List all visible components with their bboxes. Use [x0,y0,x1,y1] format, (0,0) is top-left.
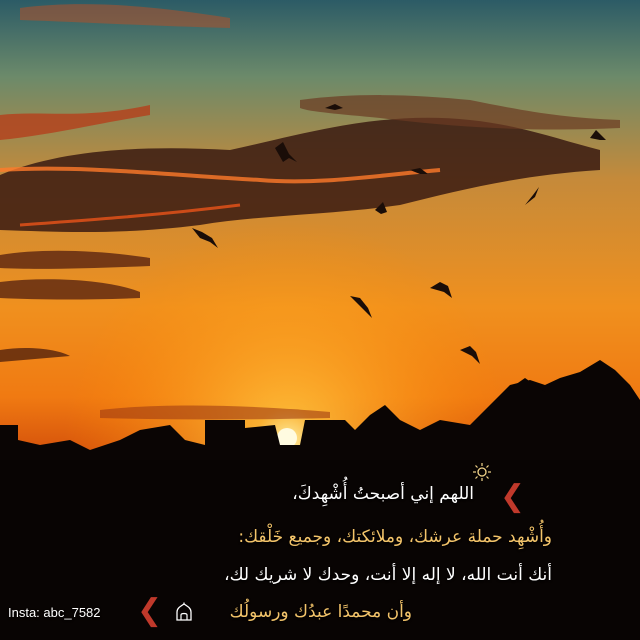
verse-line-4: وأن محمدًا عبدُك ورسولُك [229,602,412,622]
open-quote-chevron-icon: ❮ [500,479,526,514]
close-quote-chevron-icon: ❮ [137,593,163,628]
verse-line-2: وأُشْهِد حملة عرشك، وملائكتك، وجميع خَلْقك: [238,527,552,547]
sun-icon [472,462,492,482]
verse-line-1: اللهم إني أصبحتُ أُشْهِدكَ، [292,484,474,504]
instagram-handle: Insta: abc_7582 [8,605,101,620]
verse-line-3: أنك أنت الله، لا إله إلا أنت، وحدك لا شريك لك، [224,565,552,585]
mosque-icon [174,602,194,622]
